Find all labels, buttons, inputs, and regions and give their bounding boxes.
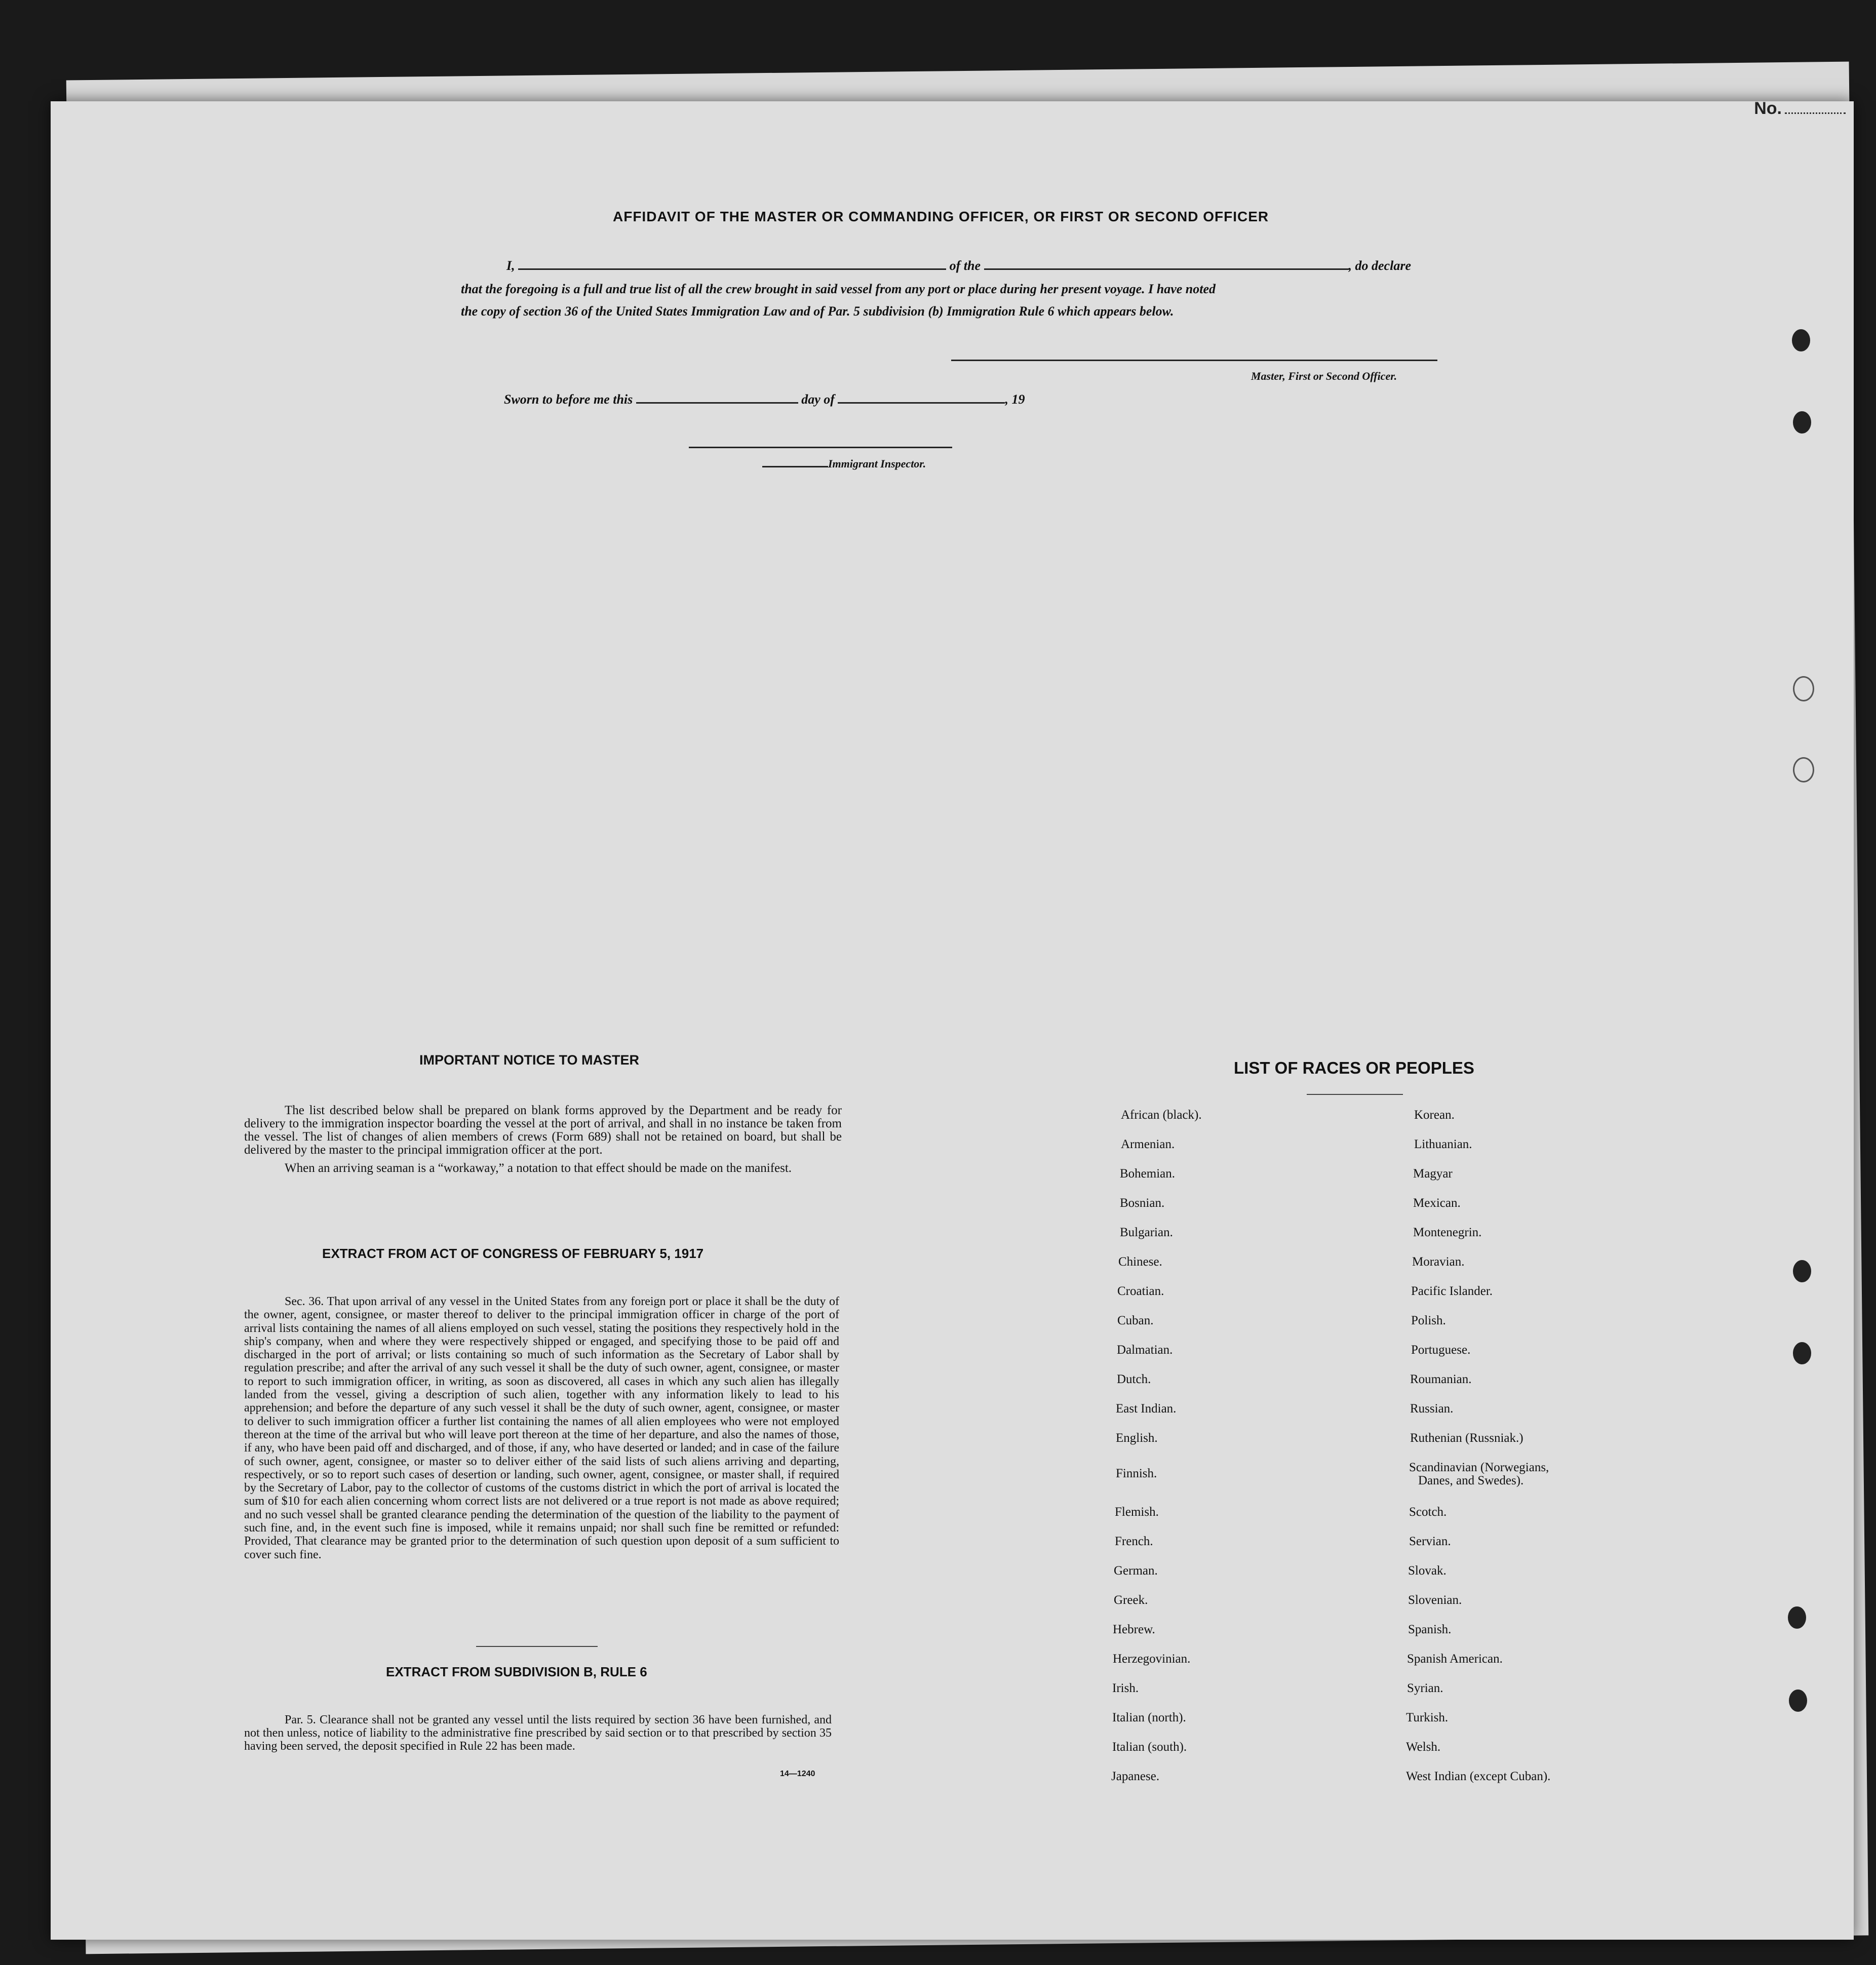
master-signature-line[interactable] [951,360,1437,361]
race-item: Lithuanian. [1414,1137,1472,1151]
notice-paragraph-1: The list described below shall be prepared on blank forms approved by the Department and be ready for delivery to the immigration inspector boarding the vessel at the port of arrival, and shall in no instance be taken from the vessel. The list of changes of alien members of crews (Form 689) shall not be retained on board, but shall be delivered by the master to the principal immigration officer at the port. [244,1104,842,1157]
race-item: West Indian (except Cuban). [1406,1770,1551,1783]
race-item: Slovenian. [1408,1593,1462,1607]
race-item: Syrian. [1407,1681,1443,1695]
extract-rule-text-block [244,1713,832,1758]
affidavit-line-3: the copy of section 36 of the United States Immigration Law and of Par. 5 subdivision (b) Immigration Rule 6 which appears below. [461,304,1174,319]
race-item: Greek. [1114,1593,1148,1607]
affidavit-i-label: I, [506,258,515,273]
section-36-text: Sec. 36. That upon arrival of any vessel in the United States from any foreign port or place it shall be the duty of the owner, agent, consignee, or master thereof to deliver to the principal immigration officer in charge of the port of arrival lists containing the names of all aliens employed on such vessel, stating the positions they respectively hold in the ship's company, when and where they were respectively shipped or engaged, and specifying those to be paid off and discharged in the port of arrival; or lists containing so much of such information as the Secretary of Labor shall by regulation prescribe; and after the arrival of any such vessel it shall be the duty of such owner, agent, consignee, or master to report to such immigration officer, in writing, as soon as discovered, all cases in which any such alien has illegally landed from the vessel, giving a description of such alien, together with any information likely to lead to his apprehension; and before the departure of any such vessel it shall be the duty of such owner, agent, consignee, or master to deliver to such immigration officer a further list containing the names of all alien employees who were not employed thereon at the time of the arrival but who will leave port thereon at the time of her departure, and also the names of those, if any, who have been paid off and discharged, and of those, if any, who have deserted or landed; and in case of the failure of such owner, agent, consignee, or master so to deliver either of the said lists of such aliens arriving and departing, respectively, or so to report such cases of desertion or landing, such owner, agent, consignee, or master shall, if required by the Secretary of Labor, pay to the collector of customs of the customs district in which the port of arrival is located the sum of $10 for each alien concerning whom correct lists are not delivered or a true report is not made as above required; and no such vessel shall be granted clearance pending the determination of the question of the liability to the payment of such fine, and, in the event such fine is imposed, while it remains unpaid; nor shall such fine be remitted or refunded: Provided, That clearance may be granted prior to the determination of such question upon deposit of a sum sufficient to cover such fine. [244,1295,839,1561]
punch-hole [1793,1260,1811,1282]
name-blank[interactable] [518,268,946,270]
affidavit-declare-label: , do declare [1348,258,1411,273]
year-label: , 19 [1005,392,1025,407]
master-signature-label: Master, First or Second Officer. [1251,370,1397,382]
race-item: Spanish American. [1407,1652,1503,1666]
punch-hole [1793,757,1814,782]
race-item: Spanish. [1408,1623,1452,1636]
race-item: Dalmatian. [1117,1343,1173,1357]
extract-act-text-block [244,1295,839,1566]
sworn-line [504,392,1025,407]
form-number: 14—1240 [780,1770,815,1778]
race-item: Russian. [1410,1402,1454,1416]
sworn-day-blank[interactable] [636,402,798,404]
races-title-rule [1307,1094,1403,1095]
race-item: Italian (south). [1112,1740,1187,1754]
affidavit-declaration-line [506,258,1411,273]
punch-hole [1793,411,1811,434]
races-title: LIST OF RACES OR PEOPLES [1234,1058,1474,1077]
race-item: Pacific Islander. [1411,1284,1493,1298]
punch-hole [1789,1689,1807,1712]
punch-hole [1792,329,1810,351]
notice-title: IMPORTANT NOTICE TO MASTER [419,1052,639,1068]
vessel-blank[interactable] [984,268,1349,270]
race-item: Servian. [1409,1535,1451,1548]
race-item: Polish. [1411,1314,1446,1327]
affidavit-line-2: that the foregoing is a full and true list of all the crew brought in said vessel from any port or place during her present voyage. I have noted [461,282,1216,296]
sworn-month-blank[interactable] [838,402,1005,404]
punch-hole [1788,1606,1806,1629]
race-item: Croatian. [1117,1284,1164,1298]
race-item: German. [1114,1564,1158,1578]
race-item: Dutch. [1117,1372,1151,1386]
race-item: Herzegovinian. [1113,1652,1191,1666]
race-item: Irish. [1112,1681,1139,1695]
extract-rule-title: EXTRACT FROM SUBDIVISION B, RULE 6 [386,1664,647,1679]
document-number-label: No. [1754,99,1782,118]
race-item: Montenegrin. [1413,1226,1482,1239]
affidavit-of-the-label: of the [949,258,981,273]
notice-paragraph-2: When an arriving seaman is a “workaway,” a notation to that effect should be made on the manifest. [285,1161,792,1175]
race-item: Ruthenian (Russniak.) [1410,1431,1523,1445]
inspector-signature-line[interactable] [689,447,952,448]
race-item-continuation: Danes, and Swedes). [1418,1474,1524,1487]
race-item: Magyar [1413,1167,1453,1181]
race-item: Welsh. [1406,1740,1441,1754]
form-sheet [51,101,1854,1940]
race-item: Bulgarian. [1120,1226,1173,1239]
extract-act-title: EXTRACT FROM ACT OF CONGRESS OF FEBRUARY 5, 1917 [322,1246,704,1261]
race-item: Bosnian. [1120,1196,1165,1210]
race-item: Cuban. [1117,1314,1154,1327]
sworn-label: Sworn to before me this [504,392,633,407]
race-item: Italian (north). [1112,1711,1186,1724]
affidavit-title: AFFIDAVIT OF THE MASTER OR COMMANDING OFFICER, OR FIRST OR SECOND OFFICER [613,209,1269,224]
race-item: French. [1115,1535,1153,1548]
punch-hole [1793,1342,1811,1364]
race-item: Finnish. [1116,1467,1157,1480]
race-item: Mexican. [1413,1196,1461,1210]
race-item: Korean. [1414,1108,1455,1122]
race-item: Hebrew. [1113,1623,1155,1636]
document-number [1754,99,1846,119]
par-5-text: Par. 5. Clearance shall not be granted any vessel until the lists required by section 36 have been furnished, and not then unless, notice of liability to the administrative fine prescribed by said section or to that prescribed by section 35 having been served, the deposit specified in Rule 22 has been made. [244,1713,832,1753]
race-item: Bohemian. [1120,1167,1176,1181]
race-item: Armenian. [1121,1137,1175,1151]
inspector-signature-label: Immigrant Inspector. [762,457,926,470]
race-item: Turkish. [1406,1711,1449,1724]
race-item: Portuguese. [1411,1343,1471,1357]
race-item: Moravian. [1412,1255,1465,1269]
race-item: Scotch. [1409,1505,1447,1519]
race-item: African (black). [1121,1108,1202,1122]
race-item: Roumanian. [1410,1372,1472,1386]
race-item: Slovak. [1408,1564,1447,1578]
divider [476,1646,598,1647]
punch-hole [1793,676,1814,701]
race-item: English. [1116,1431,1158,1445]
race-item: Chinese. [1118,1255,1162,1269]
race-item: Japanese. [1111,1770,1160,1783]
day-of-label: day of [801,392,835,407]
race-item: East Indian. [1116,1402,1177,1416]
race-item: Scandinavian (Norwegians, [1409,1461,1549,1474]
notice-paragraphs [244,1104,842,1180]
race-item: Flemish. [1115,1505,1159,1519]
document-number-blank [1785,112,1846,114]
